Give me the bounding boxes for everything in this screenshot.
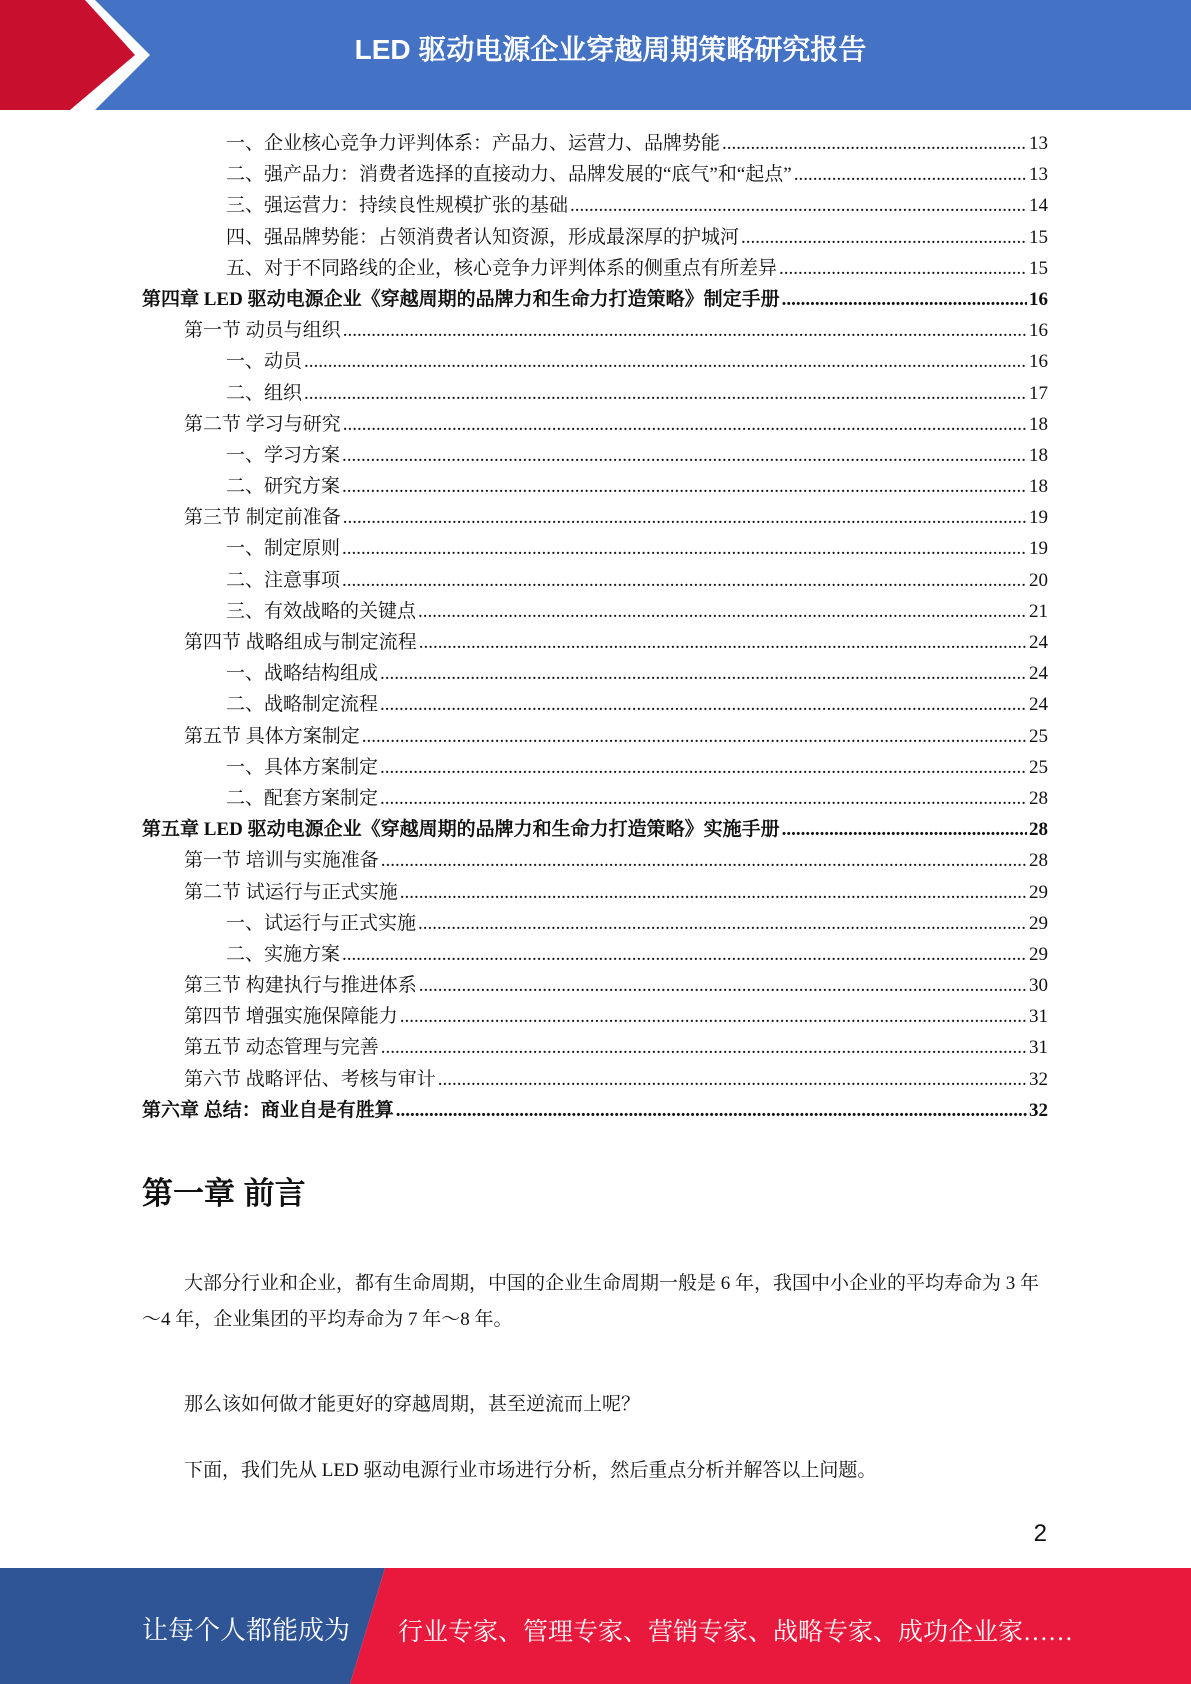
toc-entry-page: 15: [1029, 257, 1048, 279]
toc-entry-page: 17: [1029, 382, 1048, 404]
toc-entry-title: 第四节 增强实施保障能力: [184, 1006, 398, 1028]
toc-entry[interactable]: [142, 409, 1048, 440]
page-number: 2: [1033, 1520, 1047, 1547]
toc-entry-title: 一、制定原则: [226, 538, 341, 560]
toc-entry-page: 15: [1029, 226, 1048, 248]
toc-entry-page: 29: [1029, 943, 1048, 965]
toc-entry[interactable]: [142, 222, 1048, 253]
toc-entry-title: 三、有效战略的关键点: [226, 600, 417, 622]
toc-dot-leader: [400, 882, 1027, 904]
toc-dot-leader: [362, 726, 1027, 748]
toc-entry-title: 第一节 培训与实施准备: [184, 850, 379, 872]
toc-entry-page: 31: [1029, 1037, 1048, 1059]
toc-entry[interactable]: [142, 1064, 1048, 1095]
toc-entry-title: 第五节 动态管理与完善: [184, 1037, 379, 1059]
toc-dot-leader: [380, 757, 1027, 779]
toc-dot-leader: [419, 975, 1027, 997]
toc-entry[interactable]: [142, 939, 1048, 970]
footer-slogan-right: 行业专家、管理专家、营销专家、战略专家、成功企业家……: [398, 1619, 1074, 1646]
paragraph-2: 那么该如何做才能更好的穿越周期，甚至逆流而上呢？: [184, 1394, 641, 1415]
toc-entry-title: 四、强品牌势能：占领消费者认知资源，形成最深厚的护城河: [226, 226, 740, 248]
toc-dot-leader: [381, 850, 1027, 872]
toc-entry-page: 19: [1029, 538, 1048, 560]
toc-dot-leader: [570, 195, 1027, 217]
toc-dot-leader: [380, 663, 1027, 685]
toc-entry-title: 二、配套方案制定: [226, 787, 379, 809]
toc-entry-page: 30: [1029, 975, 1048, 997]
toc-entry[interactable]: [142, 783, 1048, 814]
toc-entry-page: 18: [1029, 413, 1048, 435]
toc-entry[interactable]: [142, 159, 1048, 190]
toc-dot-leader: [794, 164, 1027, 186]
toc-entry-page: 20: [1029, 569, 1048, 591]
toc-entry-title: 第五章 LED 驱动电源企业《穿越周期的品牌力和生命力打造策略》实施手册: [142, 819, 780, 841]
toc-entry-title: 一、具体方案制定: [226, 756, 379, 778]
toc-entry[interactable]: [142, 565, 1048, 596]
toc-dot-leader: [418, 601, 1027, 623]
toc-entry-title: 第二节 试运行与正式实施: [184, 881, 398, 903]
toc-entry[interactable]: [142, 346, 1048, 377]
toc-entry[interactable]: [142, 752, 1048, 783]
toc-entry-page: 32: [1029, 1068, 1048, 1090]
toc-entry-page: 25: [1029, 725, 1048, 747]
toc-entry-page: 28: [1029, 819, 1048, 841]
toc-dot-leader: [782, 819, 1027, 841]
toc-entry-title: 二、注意事项: [226, 569, 341, 591]
toc-entry-title: 二、战略制定流程: [226, 694, 379, 716]
toc-entry-page: 24: [1029, 663, 1048, 685]
toc-entry[interactable]: [142, 721, 1048, 752]
toc-entry-title: 二、研究方案: [226, 476, 341, 498]
toc-entry[interactable]: [142, 284, 1048, 315]
toc-entry[interactable]: [142, 502, 1048, 533]
toc-entry[interactable]: [142, 627, 1048, 658]
toc-dot-leader: [342, 476, 1027, 498]
toc-entry[interactable]: [142, 440, 1048, 471]
toc-dot-leader: [304, 383, 1027, 405]
toc-entry-title: 二、组织: [226, 382, 303, 404]
toc-entry[interactable]: [142, 908, 1048, 939]
toc-entry[interactable]: [142, 689, 1048, 720]
chapter-heading: 第一章 前言: [142, 1176, 306, 1211]
toc-dot-leader: [779, 258, 1027, 280]
toc-dot-leader: [741, 227, 1027, 249]
toc-entry[interactable]: [142, 1095, 1048, 1126]
toc-dot-leader: [342, 538, 1027, 560]
toc-entry[interactable]: [142, 596, 1048, 627]
toc-dot-leader: [342, 570, 1027, 592]
paragraph-1: 大部分行业和企业，都有生命周期，中国的企业生命周期一般是 6 年，我国中小企业的平均寿命为 3 年～4 年，企业集团的平均寿命为 7 年～8 年。: [142, 1273, 1040, 1330]
toc-dot-leader: [343, 507, 1027, 529]
toc-entry-title: 第一节 动员与组织: [184, 320, 341, 342]
toc-entry[interactable]: [142, 845, 1048, 876]
toc-dot-leader: [418, 913, 1027, 935]
toc-entry[interactable]: [142, 1001, 1048, 1032]
toc-entry[interactable]: [142, 471, 1048, 502]
toc-entry-title: 二、强产品力：消费者选择的直接动力、品牌发展的“底气”和“起点”: [226, 164, 792, 186]
toc-entry-page: 25: [1029, 756, 1048, 778]
toc-entry-title: 第三节 构建执行与推进体系: [184, 975, 417, 997]
table-of-contents: [142, 128, 1048, 1126]
toc-entry-page: 14: [1029, 195, 1048, 217]
toc-dot-leader: [343, 320, 1027, 342]
toc-dot-leader: [380, 788, 1027, 810]
toc-entry-page: 31: [1029, 1006, 1048, 1028]
toc-dot-leader: [396, 1100, 1027, 1122]
toc-entry-title: 一、动员: [226, 351, 303, 373]
toc-entry[interactable]: [142, 1032, 1048, 1063]
footer-slogan-left: 让每个人都能成为: [142, 1616, 351, 1645]
toc-entry-title: 一、企业核心竞争力评判体系：产品力、运营力、品牌势能: [226, 133, 721, 154]
toc-dot-leader: [400, 1006, 1027, 1028]
paragraph-3: 下面，我们先从 LED 驱动电源行业市场进行分析，然后重点分析并解答以上问题。: [184, 1460, 877, 1481]
toc-dot-leader: [342, 445, 1027, 467]
toc-entry-title: 第六节 战略评估、考核与审计: [184, 1068, 436, 1090]
toc-entry-page: 18: [1029, 476, 1048, 498]
toc-dot-leader: [722, 133, 1027, 155]
toc-entry-page: 19: [1029, 507, 1048, 529]
toc-entry-page: 16: [1029, 320, 1048, 342]
toc-entry-page: 18: [1029, 444, 1048, 466]
toc-entry-title: 第四章 LED 驱动电源企业《穿越周期的品牌力和生命力打造策略》制定手册: [142, 288, 780, 310]
toc-entry[interactable]: [142, 378, 1048, 409]
toc-entry[interactable]: [142, 533, 1048, 564]
toc-dot-leader: [381, 1037, 1027, 1059]
toc-dot-leader: [343, 414, 1027, 436]
toc-entry[interactable]: [142, 128, 1048, 159]
toc-entry-title: 一、学习方案: [226, 444, 341, 466]
toc-entry-page: 28: [1029, 787, 1048, 809]
toc-entry-title: 第三节 制定前准备: [184, 507, 341, 529]
toc-entry-page: 13: [1029, 133, 1048, 154]
toc-entry-page: 24: [1029, 632, 1048, 653]
toc-entry[interactable]: [142, 970, 1048, 1001]
toc-entry[interactable]: [142, 190, 1048, 221]
toc-entry-page: 21: [1029, 600, 1048, 622]
toc-entry-page: 29: [1029, 881, 1048, 903]
toc-entry-title: 第五节 具体方案制定: [184, 725, 360, 747]
toc-entry-page: 13: [1029, 164, 1048, 186]
toc-entry-title: 第二节 学习与研究: [184, 413, 341, 435]
toc-entry-page: 16: [1029, 288, 1048, 310]
toc-dot-leader: [438, 1069, 1027, 1091]
toc-dot-leader: [380, 694, 1027, 716]
toc-dot-leader: [419, 632, 1027, 654]
toc-entry[interactable]: [142, 315, 1048, 346]
toc-entry-page: 32: [1029, 1099, 1048, 1121]
toc-dot-leader: [304, 351, 1027, 373]
toc-entry[interactable]: [142, 877, 1048, 908]
toc-entry-title: 三、强运营力：持续良性规模扩张的基础: [226, 195, 569, 217]
document-title: LED 驱动电源企业穿越周期策略研究报告: [354, 34, 867, 65]
toc-entry[interactable]: [142, 253, 1048, 284]
toc-dot-leader: [782, 289, 1027, 311]
toc-entry[interactable]: [142, 658, 1048, 689]
toc-entry-title: 五、对于不同路线的企业，核心竞争力评判体系的侧重点有所差异: [226, 257, 778, 279]
toc-entry-page: 29: [1029, 912, 1048, 934]
toc-entry-page: 24: [1029, 694, 1048, 716]
toc-entry-title: 一、试运行与正式实施: [226, 912, 417, 934]
toc-entry-title: 第四节 战略组成与制定流程: [184, 632, 417, 653]
toc-entry-title: 第六章 总结：商业自是有胜算: [142, 1099, 394, 1121]
toc-entry-title: 一、战略结构组成: [226, 663, 379, 685]
toc-entry-title: 二、实施方案: [226, 943, 341, 965]
toc-entry[interactable]: [142, 814, 1048, 845]
toc-entry-page: 28: [1029, 850, 1048, 872]
toc-dot-leader: [342, 944, 1027, 966]
toc-entry-page: 16: [1029, 351, 1048, 373]
